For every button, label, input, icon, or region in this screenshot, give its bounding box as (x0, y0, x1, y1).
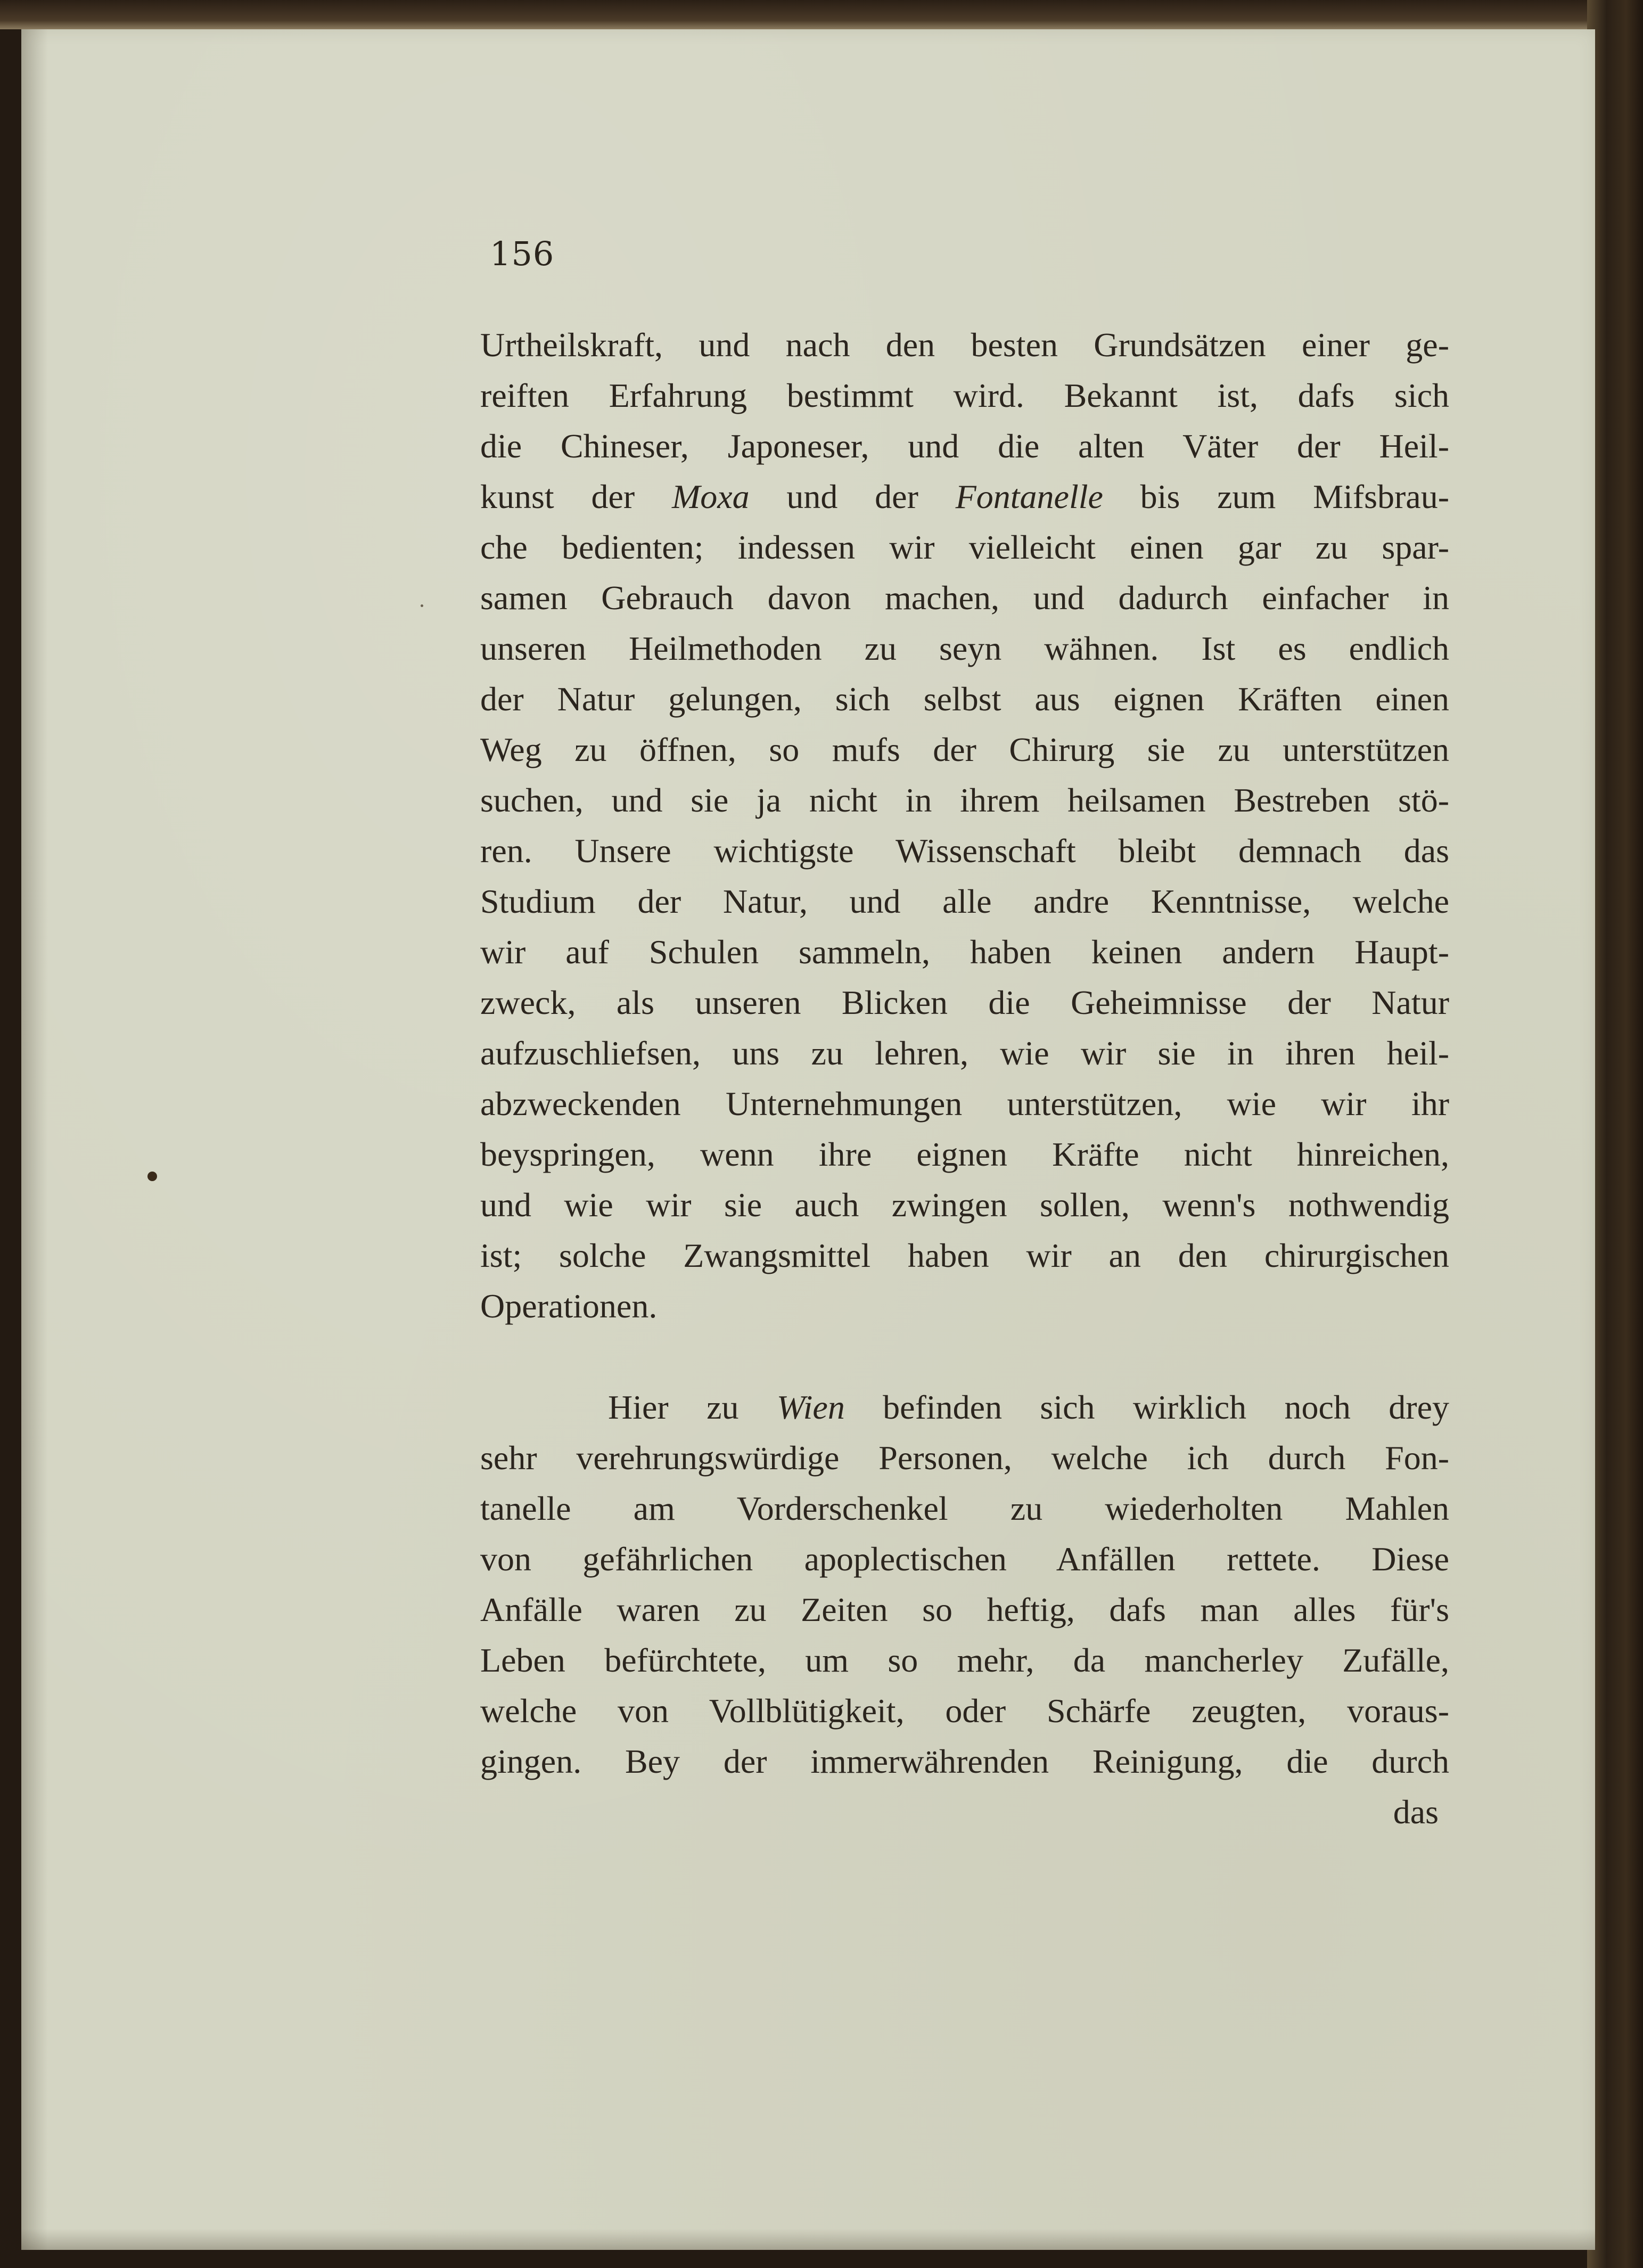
text-line: Leben befürchtete, um so mehr, da mancherley Zufälle, (480, 1641, 1449, 1679)
body-text (480, 320, 1449, 1837)
text-line: und wie wir sie auch zwingen sollen, wenn's nothwendig (480, 1186, 1449, 1224)
text-line: die Chineser, Japoneser, und die alten Väter der Heil- (480, 427, 1449, 465)
text-line: beyspringen, wenn ihre eignen Kräfte nicht hinreichen, (480, 1135, 1449, 1173)
ink-spot (147, 1172, 157, 1181)
paragraph-gap (480, 1331, 1449, 1382)
text-line: kunst der Moxa und der Fontanelle bis zum Mifsbrau- (480, 478, 1450, 515)
text-line: abzweckenden Unternehmungen unterstützen, wie wir ihr (480, 1085, 1449, 1123)
text-line: von gefährlichen apoplectischen Anfällen rettete. Diese (480, 1540, 1449, 1578)
scanner-top-edge (0, 0, 1643, 29)
text-line: der Natur gelungen, sich selbst aus eignen Kräften einen (480, 680, 1449, 718)
page-gutter-shadow (21, 29, 48, 2250)
text-line: welche von Vollblütigkeit, oder Schärfe zeugten, voraus- (480, 1692, 1449, 1730)
text-line: Weg zu öffnen, so mufs der Chirurg sie zu unterstützen (480, 731, 1449, 768)
text-line: Anfälle waren zu Zeiten so heftig, dafs man alles für's (480, 1591, 1449, 1628)
text-line: Operationen. (480, 1287, 658, 1325)
text-line: ist; solche Zwangsmittel haben wir an den chirurgischen (480, 1237, 1449, 1274)
text-line: tanelle am Vorderschenkel zu wiederholten Mahlen (480, 1489, 1449, 1527)
text-line: zweck, als unseren Blicken die Geheimnisse der Natur (480, 984, 1449, 1021)
text-line: ren. Unsere wichtigste Wissenschaft bleibt demnach das (480, 832, 1449, 870)
page-number: 156 (490, 234, 555, 273)
text-line: unseren Heilmethoden zu seyn wähnen. Ist es endlich (480, 629, 1449, 667)
page-bottom-shadow (21, 2229, 1595, 2250)
text-line: aufzuschliefsen, uns zu lehren, wie wir sie in ihren heil- (480, 1034, 1449, 1072)
italic-term: Fontanelle (955, 478, 1103, 515)
catchword: das (1393, 1793, 1439, 1831)
book-binding-edge (1587, 0, 1643, 2268)
text-line: samen Gebrauch davon machen, und dadurch einfacher in (480, 579, 1449, 617)
text-line: gingen. Bey der immerwährenden Reinigung, die durch (480, 1742, 1449, 1780)
text-line: Studium der Natur, und alle andre Kenntnisse, welche (480, 882, 1449, 920)
text-line: wir auf Schulen sammeln, haben keinen andern Haupt- (480, 933, 1449, 971)
book-page (21, 29, 1595, 2250)
text-line: sehr verehrungswürdige Personen, welche ich durch Fon- (480, 1439, 1449, 1477)
italic-term: Moxa (671, 478, 750, 515)
text-line: reiften Erfahrung bestimmt wird. Bekannt ist, dafs sich (480, 376, 1449, 414)
text-line: Hier zu Wien befinden sich wirklich noch drey (608, 1388, 1450, 1426)
text-line: che bedienten; indessen wir vielleicht einen gar zu spar- (480, 528, 1449, 566)
text-line: suchen, und sie ja nicht in ihrem heilsamen Bestreben stö- (480, 781, 1449, 819)
text-line: Urtheilskraft, und nach den besten Grundsätzen einer ge- (480, 326, 1449, 364)
italic-term: Wien (776, 1388, 845, 1426)
paper-speck (421, 604, 423, 607)
